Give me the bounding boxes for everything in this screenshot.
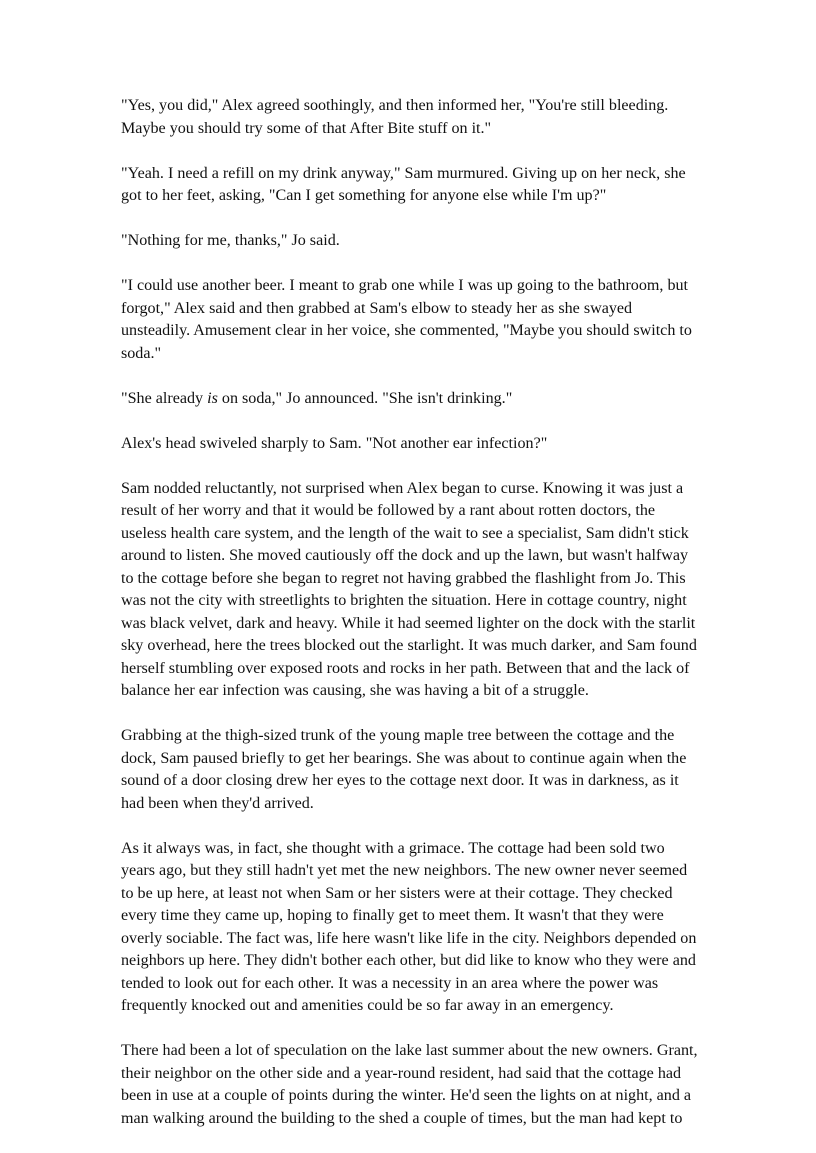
paragraph: "Yeah. I need a refill on my drink anyway," Sam murmured. Giving up on her neck, she got to her feet, asking, "Can I get something for anyone else while I'm up?" bbox=[121, 164, 686, 204]
paragraph: "Nothing for me, thanks," Jo said. bbox=[121, 232, 340, 249]
document-page bbox=[121, 95, 701, 1153]
paragraph: Alex's head swiveled sharply to Sam. "Not another ear infection?" bbox=[121, 434, 548, 452]
paragraph: Sam nodded reluctantly, not surprised when Alex began to curse. Knowing it was just a result of her worry and that it would be followed by a rant about rotten doctors, the useless health care system, and the length of the wait to see a specialist, Sam didn't stick around to listen. She moved cautiously off the dock and up the lawn, but wasn't halfway to the cottage before she began to regret not having grabbed the flashlight from Jo. This was not the city with streetlights to brighten the situation. Here in cottage country, night was black velvet, dark and heavy. While it had seemed lighter on the dock with the starlit sky overhead, here the trees blocked out the starlight. It was much darker, and Sam found herself stumbling over exposed roots and rocks in her path. Between that and the lack of balance her ear infection was causing, she was having a bit of a struggle. bbox=[121, 479, 697, 699]
paragraph: Grabbing at the thigh-sized trunk of the young maple tree between the cottage and the dock, Sam paused briefly to get her bearings. She was about to continue again when the sound of a door closing drew her eyes to the cottage next door. It was in darkness, as it had been when they'd arrived. bbox=[121, 727, 687, 812]
paragraph: "I could use another beer. I meant to grab one while I was up going to the bathroom, but forgot," Alex said and then grabbed at Sam's elbow to steady her as she swayed unsteadily. Amusement clear in her voice, she commented, "Maybe you should switch to soda." bbox=[121, 277, 692, 362]
paragraph: "Yes, you did," Alex agreed soothingly, and then informed her, "You're still bleeding. Maybe you should try some of that After Bite stuff on it." bbox=[121, 97, 669, 137]
paragraph bbox=[121, 388, 701, 411]
paragraph-text: "She already bbox=[121, 389, 208, 407]
paragraph: There had been a lot of speculation on the lake last summer about the new owners. Grant, their neighbor on the other side and a year-round resident, had said that the cottage had been in use at a couple of points during the winter. He'd seen the lights on at night, and a man walking around the building to the shed a couple of times, but the man had kept to bbox=[121, 1042, 698, 1127]
paragraph-text: on soda," Jo announced. "She isn't drinking." bbox=[217, 389, 513, 407]
paragraph: As it always was, in fact, she thought with a grimace. The cottage had been sold two years ago, but they still hadn't yet met the new neighbors. The new owner never seemed to be up here, at least not when Sam or her sisters were at their cottage. They checked every time they came up, hoping to finally get to meet them. It wasn't that they were overly sociable. The fact was, life here wasn't like life in the city. Neighbors depended on neighbors up here. They didn't bother each other, but did like to know who they were and tended to look out for each other. It was a necessity in an area where the power was frequently knocked out and amenities could be so far away in an emergency. bbox=[121, 839, 697, 1014]
emphasized-text: is bbox=[207, 389, 218, 407]
